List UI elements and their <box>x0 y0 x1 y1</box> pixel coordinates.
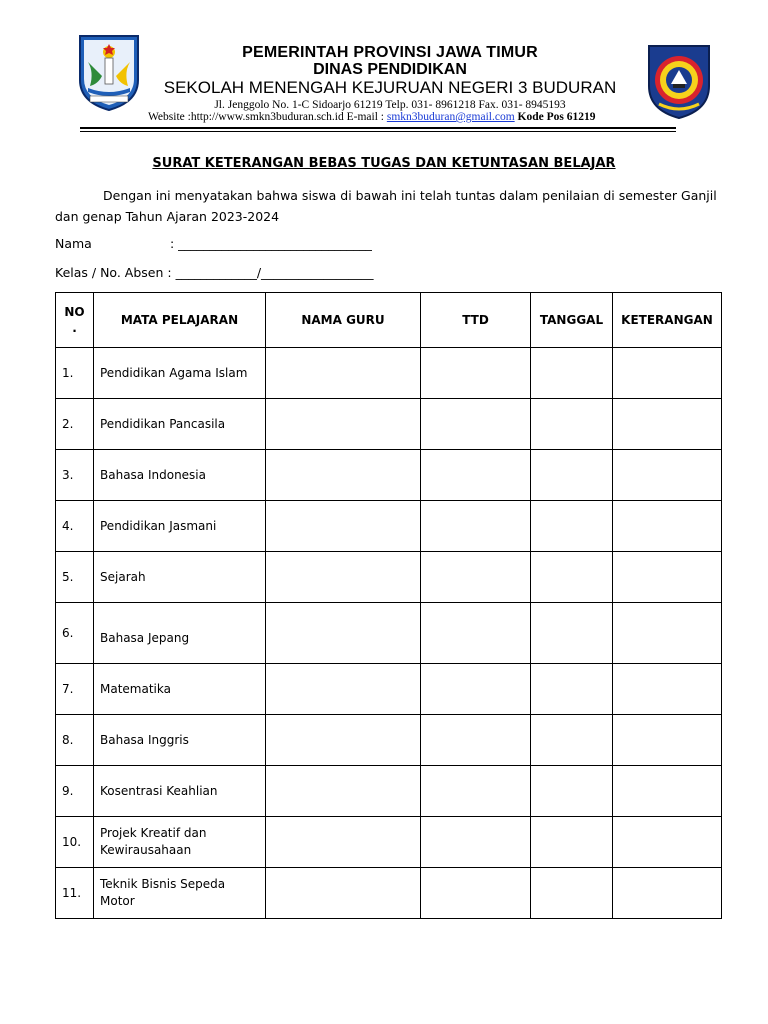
letterhead-government: PEMERINTAH PROVINSI JAWA TIMUR <box>242 44 538 61</box>
guru-cell[interactable] <box>266 603 421 664</box>
ttd-cell[interactable] <box>421 501 531 552</box>
header-nama-guru: NAMA GURU <box>266 293 421 348</box>
row-subject: Bahasa Inggris <box>94 715 266 766</box>
nama-blank[interactable]: : _______________________________ <box>170 236 372 251</box>
header-no: NO . <box>56 293 94 348</box>
row-subject: Teknik Bisnis Sepeda Motor <box>94 868 266 919</box>
table-row <box>56 501 722 552</box>
keterangan-cell[interactable] <box>613 766 722 817</box>
letterhead <box>140 44 640 112</box>
ttd-cell[interactable] <box>421 766 531 817</box>
postal-code: Kode Pos 61219 <box>514 111 596 123</box>
table-row <box>56 817 722 868</box>
keterangan-cell[interactable] <box>613 501 722 552</box>
keterangan-cell[interactable] <box>613 715 722 766</box>
tanggal-cell[interactable] <box>531 552 613 603</box>
guru-cell[interactable] <box>266 868 421 919</box>
nama-label: Nama <box>55 236 92 251</box>
document-title: SURAT KETERANGAN BEBAS TUGAS DAN KETUNTASAN BELAJAR <box>152 156 616 171</box>
ttd-cell[interactable] <box>421 450 531 501</box>
keterangan-cell[interactable] <box>613 552 722 603</box>
keterangan-cell[interactable] <box>613 868 722 919</box>
tanggal-cell[interactable] <box>531 501 613 552</box>
row-number: 2. <box>56 399 94 450</box>
table-row <box>56 552 722 603</box>
table-row <box>56 766 722 817</box>
row-subject: Bahasa Jepang <box>94 603 266 664</box>
row-number: 7. <box>56 664 94 715</box>
ttd-cell[interactable] <box>421 552 531 603</box>
table-row <box>56 450 722 501</box>
letterhead-department: DINAS PENDIDIKAN <box>313 61 467 78</box>
tanggal-cell[interactable] <box>531 817 613 868</box>
smkn3-buduran-emblem-icon <box>645 42 713 120</box>
tanggal-cell[interactable] <box>531 399 613 450</box>
table-row <box>56 664 722 715</box>
kelas-field <box>55 265 374 280</box>
ttd-cell[interactable] <box>421 868 531 919</box>
row-number: 9. <box>56 766 94 817</box>
guru-cell[interactable] <box>266 450 421 501</box>
tanggal-cell[interactable] <box>531 766 613 817</box>
email-link[interactable]: smkn3buduran@gmail.com <box>386 111 515 123</box>
guru-cell[interactable] <box>266 501 421 552</box>
website-text: Website :http://www.smkn3buduran.sch.id E-mail : <box>148 111 387 123</box>
tanggal-cell[interactable] <box>531 450 613 501</box>
subject-table <box>55 292 722 919</box>
kelas-label: Kelas / No. Absen : <box>55 265 172 280</box>
keterangan-cell[interactable] <box>613 664 722 715</box>
jawa-timur-emblem-icon <box>76 32 142 112</box>
keterangan-cell[interactable] <box>613 348 722 399</box>
row-subject: Pendidikan Jasmani <box>94 501 266 552</box>
table-header-row <box>56 293 722 348</box>
guru-cell[interactable] <box>266 817 421 868</box>
ttd-cell[interactable] <box>421 348 531 399</box>
row-number: 5. <box>56 552 94 603</box>
keterangan-cell[interactable] <box>613 817 722 868</box>
nama-field <box>55 236 372 251</box>
letterhead-rule-thick <box>80 127 676 129</box>
row-number: 1. <box>56 348 94 399</box>
header-mata-pelajaran: MATA PELAJARAN <box>94 293 266 348</box>
header-ttd: TTD <box>421 293 531 348</box>
letterhead-school-name: SEKOLAH MENENGAH KEJURUAN NEGERI 3 BUDURAN <box>163 78 617 97</box>
letterhead-contact <box>148 111 668 124</box>
row-number: 6. <box>56 603 94 664</box>
letterhead-address: Jl. Jenggolo No. 1-C Sidoarjo 61219 Telp. 031- 8961218 Fax. 031- 8945193 <box>214 99 566 111</box>
header-tanggal: TANGGAL <box>531 293 613 348</box>
row-subject: Sejarah <box>94 552 266 603</box>
guru-cell[interactable] <box>266 766 421 817</box>
guru-cell[interactable] <box>266 348 421 399</box>
row-number: 3. <box>56 450 94 501</box>
ttd-cell[interactable] <box>421 664 531 715</box>
ttd-cell[interactable] <box>421 817 531 868</box>
header-keterangan: KETERANGAN <box>613 293 722 348</box>
table-row <box>56 715 722 766</box>
tanggal-cell[interactable] <box>531 603 613 664</box>
row-subject: Kosentrasi Keahlian <box>94 766 266 817</box>
ttd-cell[interactable] <box>421 715 531 766</box>
row-subject: Projek Kreatif dan Kewirausahaan <box>94 817 266 868</box>
tanggal-cell[interactable] <box>531 868 613 919</box>
statement-paragraph: Dengan ini menyatakan bahwa siswa di bawah ini telah tuntas dalam penilaian di semester Ganjil dan genap Tahun Ajaran 2023-2024 <box>55 188 717 224</box>
table-row <box>56 603 722 664</box>
table-row <box>56 348 722 399</box>
keterangan-cell[interactable] <box>613 399 722 450</box>
row-subject: Matematika <box>94 664 266 715</box>
keterangan-cell[interactable] <box>613 603 722 664</box>
row-subject: Bahasa Indonesia <box>94 450 266 501</box>
tanggal-cell[interactable] <box>531 664 613 715</box>
table-row <box>56 399 722 450</box>
guru-cell[interactable] <box>266 715 421 766</box>
ttd-cell[interactable] <box>421 399 531 450</box>
row-number: 4. <box>56 501 94 552</box>
ttd-cell[interactable] <box>421 603 531 664</box>
guru-cell[interactable] <box>266 664 421 715</box>
row-number: 11. <box>56 868 94 919</box>
table-row <box>56 868 722 919</box>
keterangan-cell[interactable] <box>613 450 722 501</box>
guru-cell[interactable] <box>266 552 421 603</box>
guru-cell[interactable] <box>266 399 421 450</box>
letterhead-rule-thin <box>80 131 676 132</box>
row-number: 8. <box>56 715 94 766</box>
kelas-blank[interactable]: _____________/__________________ <box>171 265 374 280</box>
row-number: 10. <box>56 817 94 868</box>
row-subject: Pendidikan Agama Islam <box>94 348 266 399</box>
tanggal-cell[interactable] <box>531 715 613 766</box>
row-subject: Pendidikan Pancasila <box>94 399 266 450</box>
tanggal-cell[interactable] <box>531 348 613 399</box>
